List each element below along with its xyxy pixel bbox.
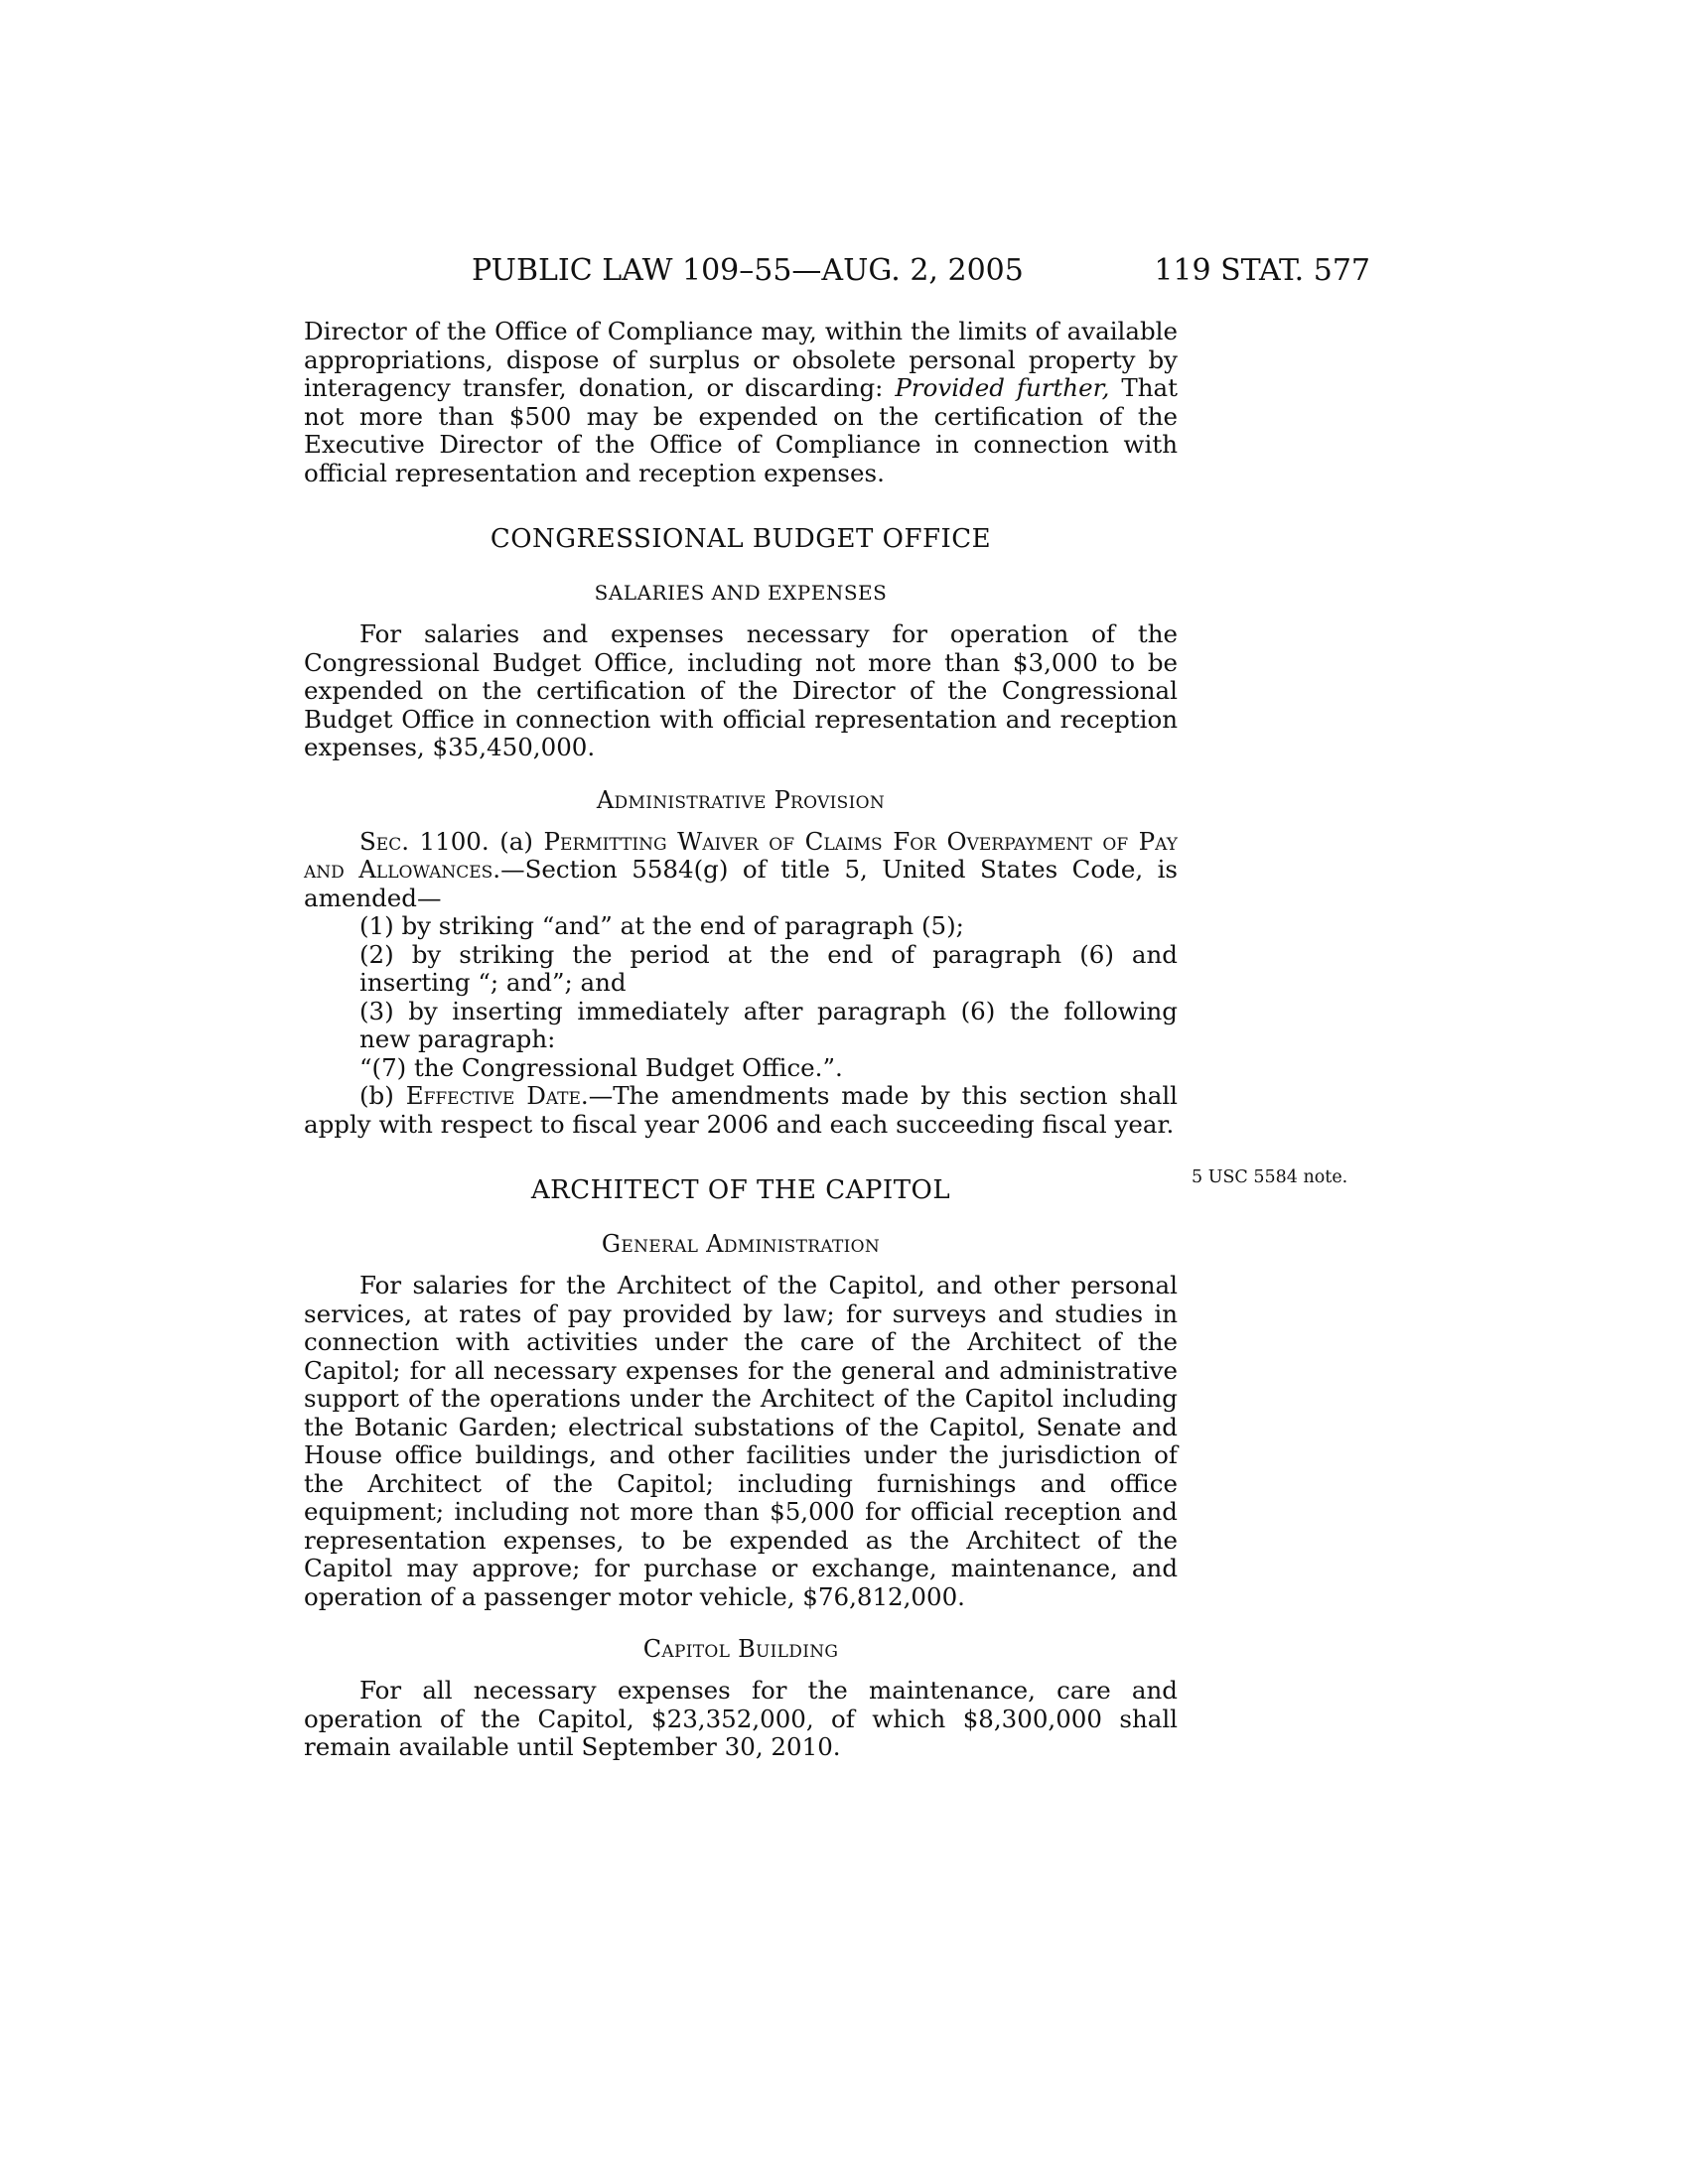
subsection-b-label: (b) (359, 1081, 394, 1110)
amendment-item-3: (3) by inserting immediately after paragraph (6) the following new paragraph: (359, 996, 1178, 1053)
subsection-a-text: —Section 5584(g) of title 5, United States Code, is amended— (304, 855, 1178, 912)
subsection-b-text: —The amendments made by this section shall apply with respect to fiscal year 2006 and each succeeding fiscal year. (304, 1081, 1178, 1139)
running-head-title: PUBLIC LAW 109–55—AUG. 2, 2005 (472, 253, 1024, 288)
amendment-item-2: (2) by striking the period at the end of paragraph (6) and inserting “; and”; and (359, 939, 1178, 997)
intro-paragraph (304, 318, 1178, 487)
intro-text-1: Director of the Office of Compliance may, within the limits of available appropriations, dispose of surplus or obsolete personal property by interagency transfer, donation, or discarding: (304, 317, 1178, 402)
section-1100-a (304, 828, 1178, 913)
running-head (298, 251, 1370, 291)
capitol-building-paragraph: For all necessary expenses for the maintenance, care and operation of the Capitol, $23,352,000, of which $8,300,000 shall remain available until September 30, 2010. (304, 1676, 1178, 1761)
inserted-paragraph-quote: “(7) the Congressional Budget Office.”. (359, 1052, 843, 1082)
general-administration-heading: General Administration (601, 1230, 881, 1258)
margin-citation-note: 5 USC 5584 note. (1192, 1167, 1348, 1187)
subsection-a-title: Permitting Waiver of Claims For Overpayment of Pay and Allowances. (304, 826, 1178, 884)
provided-further-phrase: Provided further, (895, 373, 1110, 402)
amendment-item-1: (1) by striking “and” at the end of paragraph (5); (359, 911, 964, 940)
general-administration-paragraph: For salaries for the Architect of the Capitol, and other personal services, at rates of pay provided by law; for surveys and studies in connection with activities under the care of the Architect of the Capitol; for all necessary expenses for the general and administrative support of the operations under the Architect of the Capitol including the Botanic Garden; electrical substations of the Capitol, Senate and House office buildings, and other facilities under the jurisdiction of the Architect of the Capitol; including furnishings and office equipment; including not more than $5,000 for official reception and representation expenses, to be expended as the Architect of the Capitol may approve; for purchase or exchange, maintenance, and operation of a passenger motor vehicle, $76,812,000. (304, 1271, 1178, 1611)
aoc-heading: ARCHITECT OF THE CAPITOL (530, 1175, 951, 1205)
subsection-a-label: (a) (499, 826, 533, 856)
subsection-b (304, 1082, 1178, 1139)
subsection-b-title: Effective Date. (405, 1081, 589, 1110)
statute-page-number: 119 STAT. 577 (1154, 253, 1370, 288)
main-text-column (304, 318, 1178, 1762)
administrative-provision-heading: Administrative Provision (596, 785, 886, 814)
section-label: Sec. 1100. (359, 826, 490, 856)
capitol-building-heading: Capitol Building (642, 1635, 839, 1663)
cbo-salaries-paragraph: For salaries and expenses necessary for operation of the Congressional Budget Office, including not more than $3,000 to be expended on the certification of the Director of the Congressional Budget Office in connection with official representation and reception expenses, $35,450,000. (304, 619, 1178, 761)
cbo-salaries-heading: SALARIES AND EXPENSES (594, 581, 888, 605)
intro-text-2: That not more than $500 may be expended on the certification of the Executive Director of the Office of Compliance in connection with official representation and reception expenses. (304, 373, 1178, 487)
cbo-heading: CONGRESSIONAL BUDGET OFFICE (490, 524, 992, 554)
